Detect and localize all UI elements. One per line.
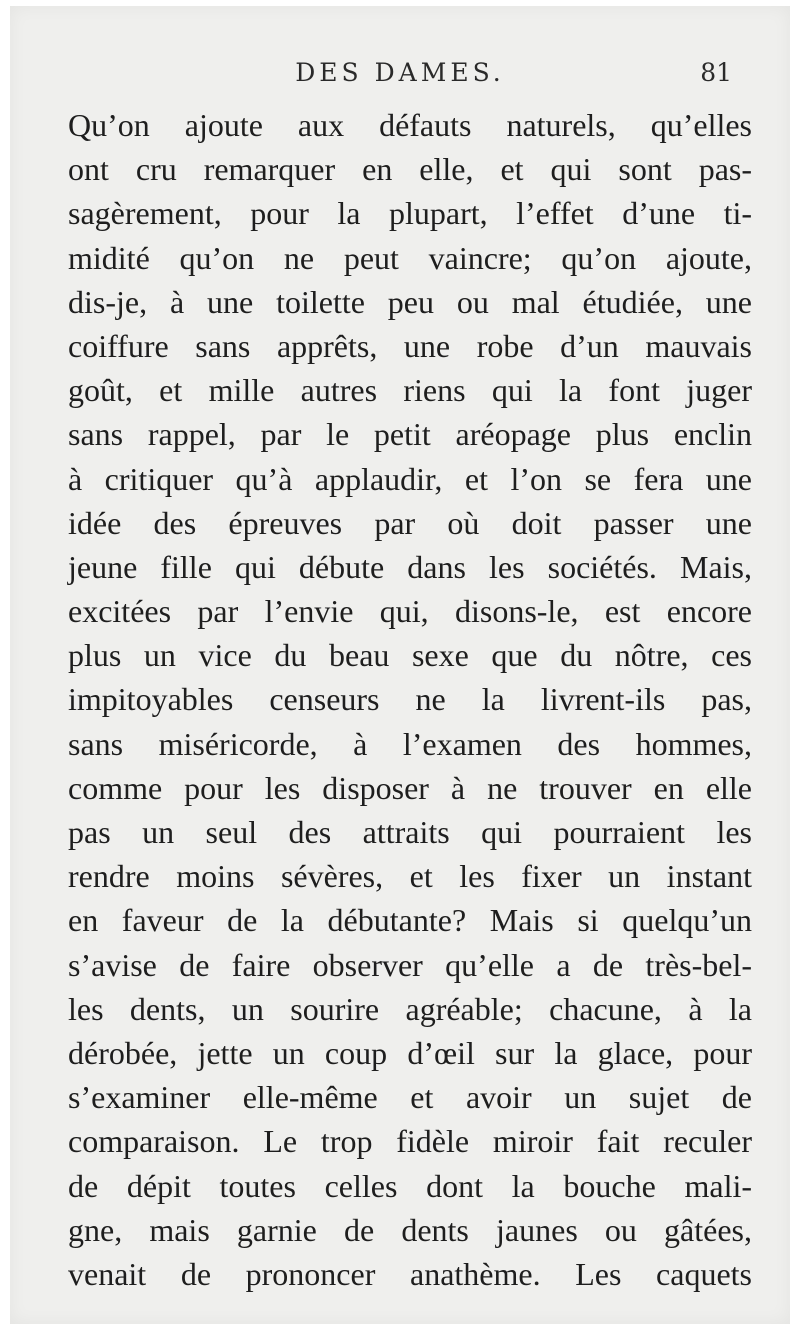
text-line: rendre moins sévères, et les fixer un instant <box>68 858 752 895</box>
text-line: excitées par l’envie qui, disons-le, est encore <box>68 593 752 630</box>
text-line: dis-je, à une toilette peu ou mal étudiée, une <box>68 283 752 320</box>
text-line: comme pour les disposer à ne trouver en elle <box>68 769 752 806</box>
text-line: dérobée, jette un coup d’œil sur la glace, pour <box>68 1034 752 1071</box>
text-line: impitoyables censeurs ne la livrent-ils pas, <box>68 681 752 718</box>
text-line: coiffure sans apprêts, une robe d’un mauvais <box>68 327 752 364</box>
text-line: venait de prononcer anathème. Les caquets <box>68 1255 752 1292</box>
text-line: comparaison. Le trop fidèle miroir fait reculer <box>68 1123 752 1160</box>
text-line: idée des épreuves par où doit passer une <box>68 504 752 541</box>
text-line: jeune fille qui débute dans les sociétés. Mais, <box>68 548 752 585</box>
text-line: goût, et mille autres riens qui la font juger <box>68 372 752 409</box>
text-line: en faveur de la débutante? Mais si quelqu’un <box>68 902 752 939</box>
page-number: 81 <box>700 58 732 87</box>
text-line: pas un seul des attraits qui pourraient les <box>68 814 752 850</box>
text-line: sans miséricorde, à l’examen des hommes, <box>68 725 752 762</box>
text-line: à critiquer qu’à applaudir, et l’on se fera une <box>68 460 752 497</box>
text-line: midité qu’on ne peut vaincre; qu’on ajoute, <box>68 239 752 276</box>
body-text <box>68 103 752 1296</box>
text-line: gne, mais garnie de dents jaunes ou gâtées, <box>68 1211 752 1248</box>
text-line: s’examiner elle-même et avoir un sujet de <box>68 1079 752 1116</box>
text-line: les dents, un sourire agréable; chacune, à la <box>68 990 752 1027</box>
text-line: sagèrement, pour la plupart, l’effet d’une ti- <box>68 195 752 232</box>
book-page <box>10 6 790 1324</box>
text-line: Qu’on ajoute aux défauts naturels, qu’elles <box>68 107 752 143</box>
text-line: de dépit toutes celles dont la bouche mali- <box>68 1167 752 1204</box>
running-head <box>68 58 732 94</box>
text-line: plus un vice du beau sexe que du nôtre, ces <box>68 637 752 674</box>
text-line: sans rappel, par le petit aréopage plus enclin <box>68 416 752 453</box>
text-line: s’avise de faire observer qu’elle a de très-bel- <box>68 946 752 983</box>
text-line: ont cru remarquer en elle, et qui sont pas- <box>68 151 752 188</box>
running-title: DES DAMES. <box>295 58 505 87</box>
